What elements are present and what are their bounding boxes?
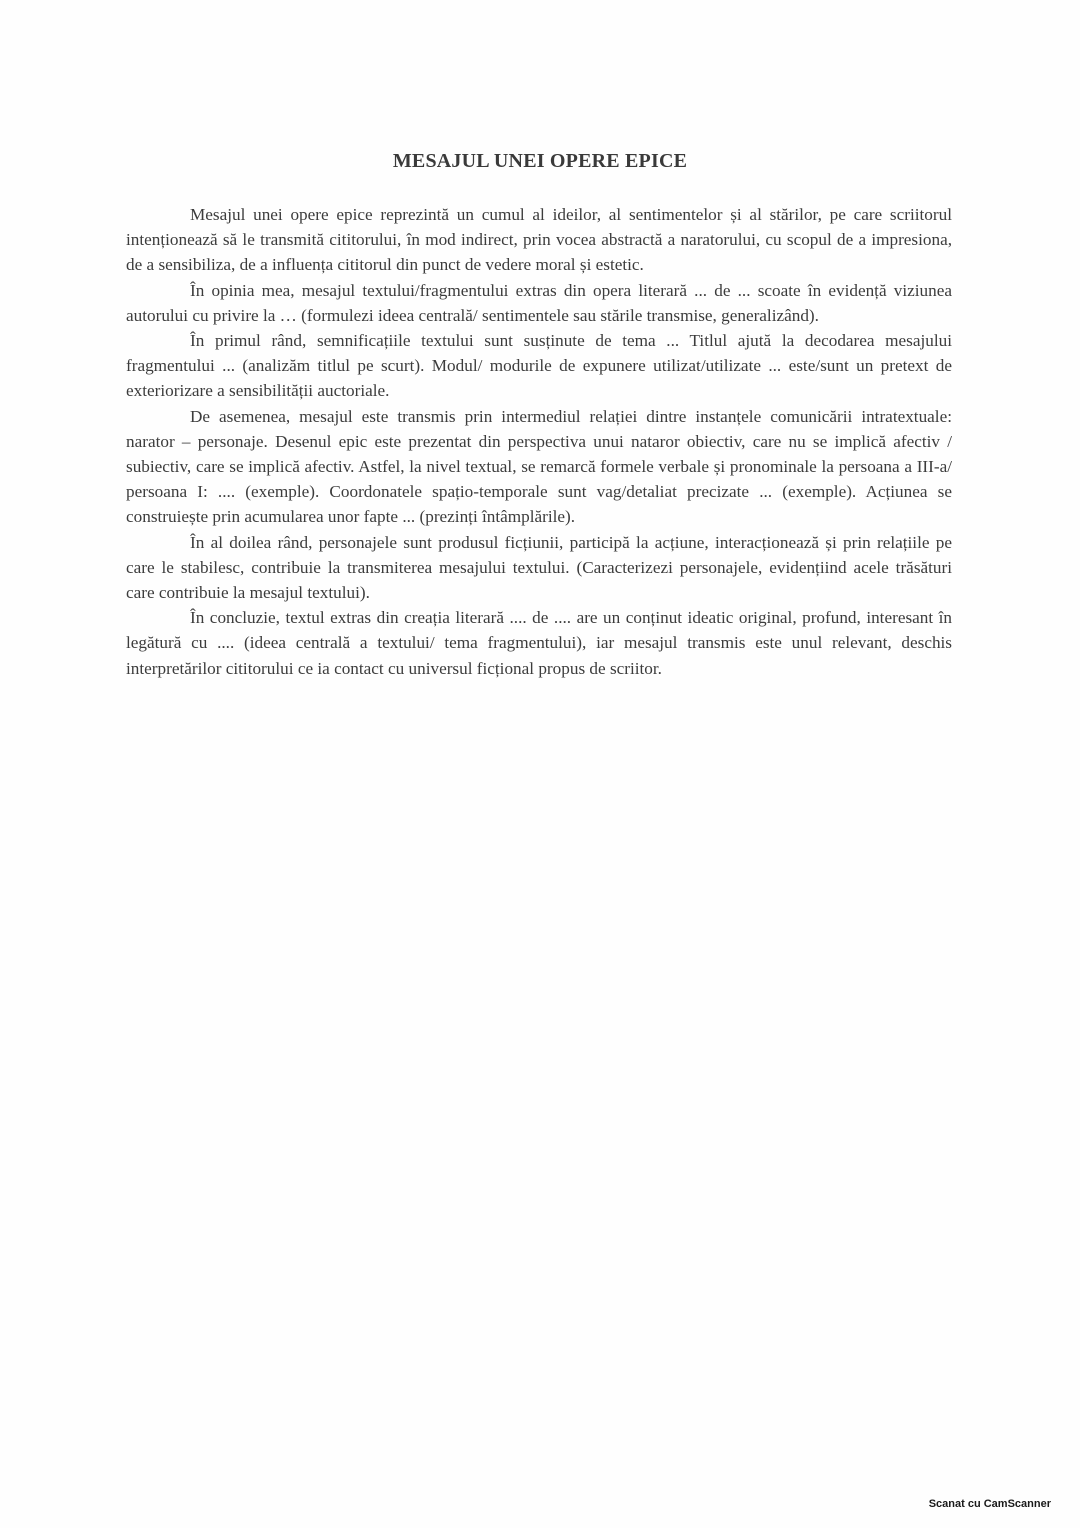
paragraph-second-argument: În al doilea rând, personajele sunt produsul ficțiunii, participă la acțiune, interacționează și prin relațiile pe care le stabilesc, contribuie la transmiterea mesajului textului. (Caracterizezi personajele, evidențiind acele trăsături care contribuie la mesajul textului).: [126, 532, 952, 603]
scanner-watermark: Scanat cu CamScanner: [928, 1498, 1051, 1510]
document-body: [126, 202, 952, 681]
document-title: MESAJUL UNEI OPERE EPICE: [392, 150, 688, 172]
paragraph-narrator-relation: De asemenea, mesajul este transmis prin intermediul relației dintre instanțele comunicării intratextuale: narator – personaje. Desenul epic este prezentat din perspectiva unui nataror obiectiv, care nu se implică afectiv / subiectiv, care se implică afectiv. Astfel, la nivel textual, se remarcă formele verbale și pronominale la persoana a III-a/ persoana I: .... (exemple). Coordonatele spațio-temporale sunt vag/detaliat precizate ... (exemple). Acțiunea se construiește prin acumularea unor fapte ... (prezinți întâmplările).: [126, 406, 952, 527]
paragraph-opinion: În opinia mea, mesajul textului/fragmentului extras din opera literară ... de ... scoate în evidență viziunea autorului cu privire la … (formulezi ideea centrală/ sentimentele sau stările transmise, generalizând).: [126, 280, 952, 325]
paragraph-conclusion: În concluzie, textul extras din creația literară .... de .... are un conținut ideatic original, profund, interesant în legătură cu .... (ideea centrală a textului/ tema fragmentului), iar mesajul transmis este unul relevant, deschis interpretărilor cititorului ce ia contact cu universul ficțional propus de scriitor.: [126, 608, 952, 678]
paragraph-first-argument: În primul rând, semnificațiile textului sunt susținute de tema ... Titlul ajută la decodarea mesajului fragmentului ... (analizăm titlul pe scurt). Modul/ modurile de expunere utilizat/utilizate ... este/sunt un pretext de exteriorizare a sensibilității auctoriale.: [126, 331, 952, 401]
paragraph-intro: Mesajul unei opere epice reprezintă un cumul al ideilor, al sentimentelor și al stărilor, pe care scriitorul intenționează să le transmită cititorului, în mod indirect, prin vocea abstractă a naratorului, cu scopul de a impresiona, de a sensibiliza, de a influența cititorul din punct de vedere moral și estetic.: [126, 205, 952, 275]
